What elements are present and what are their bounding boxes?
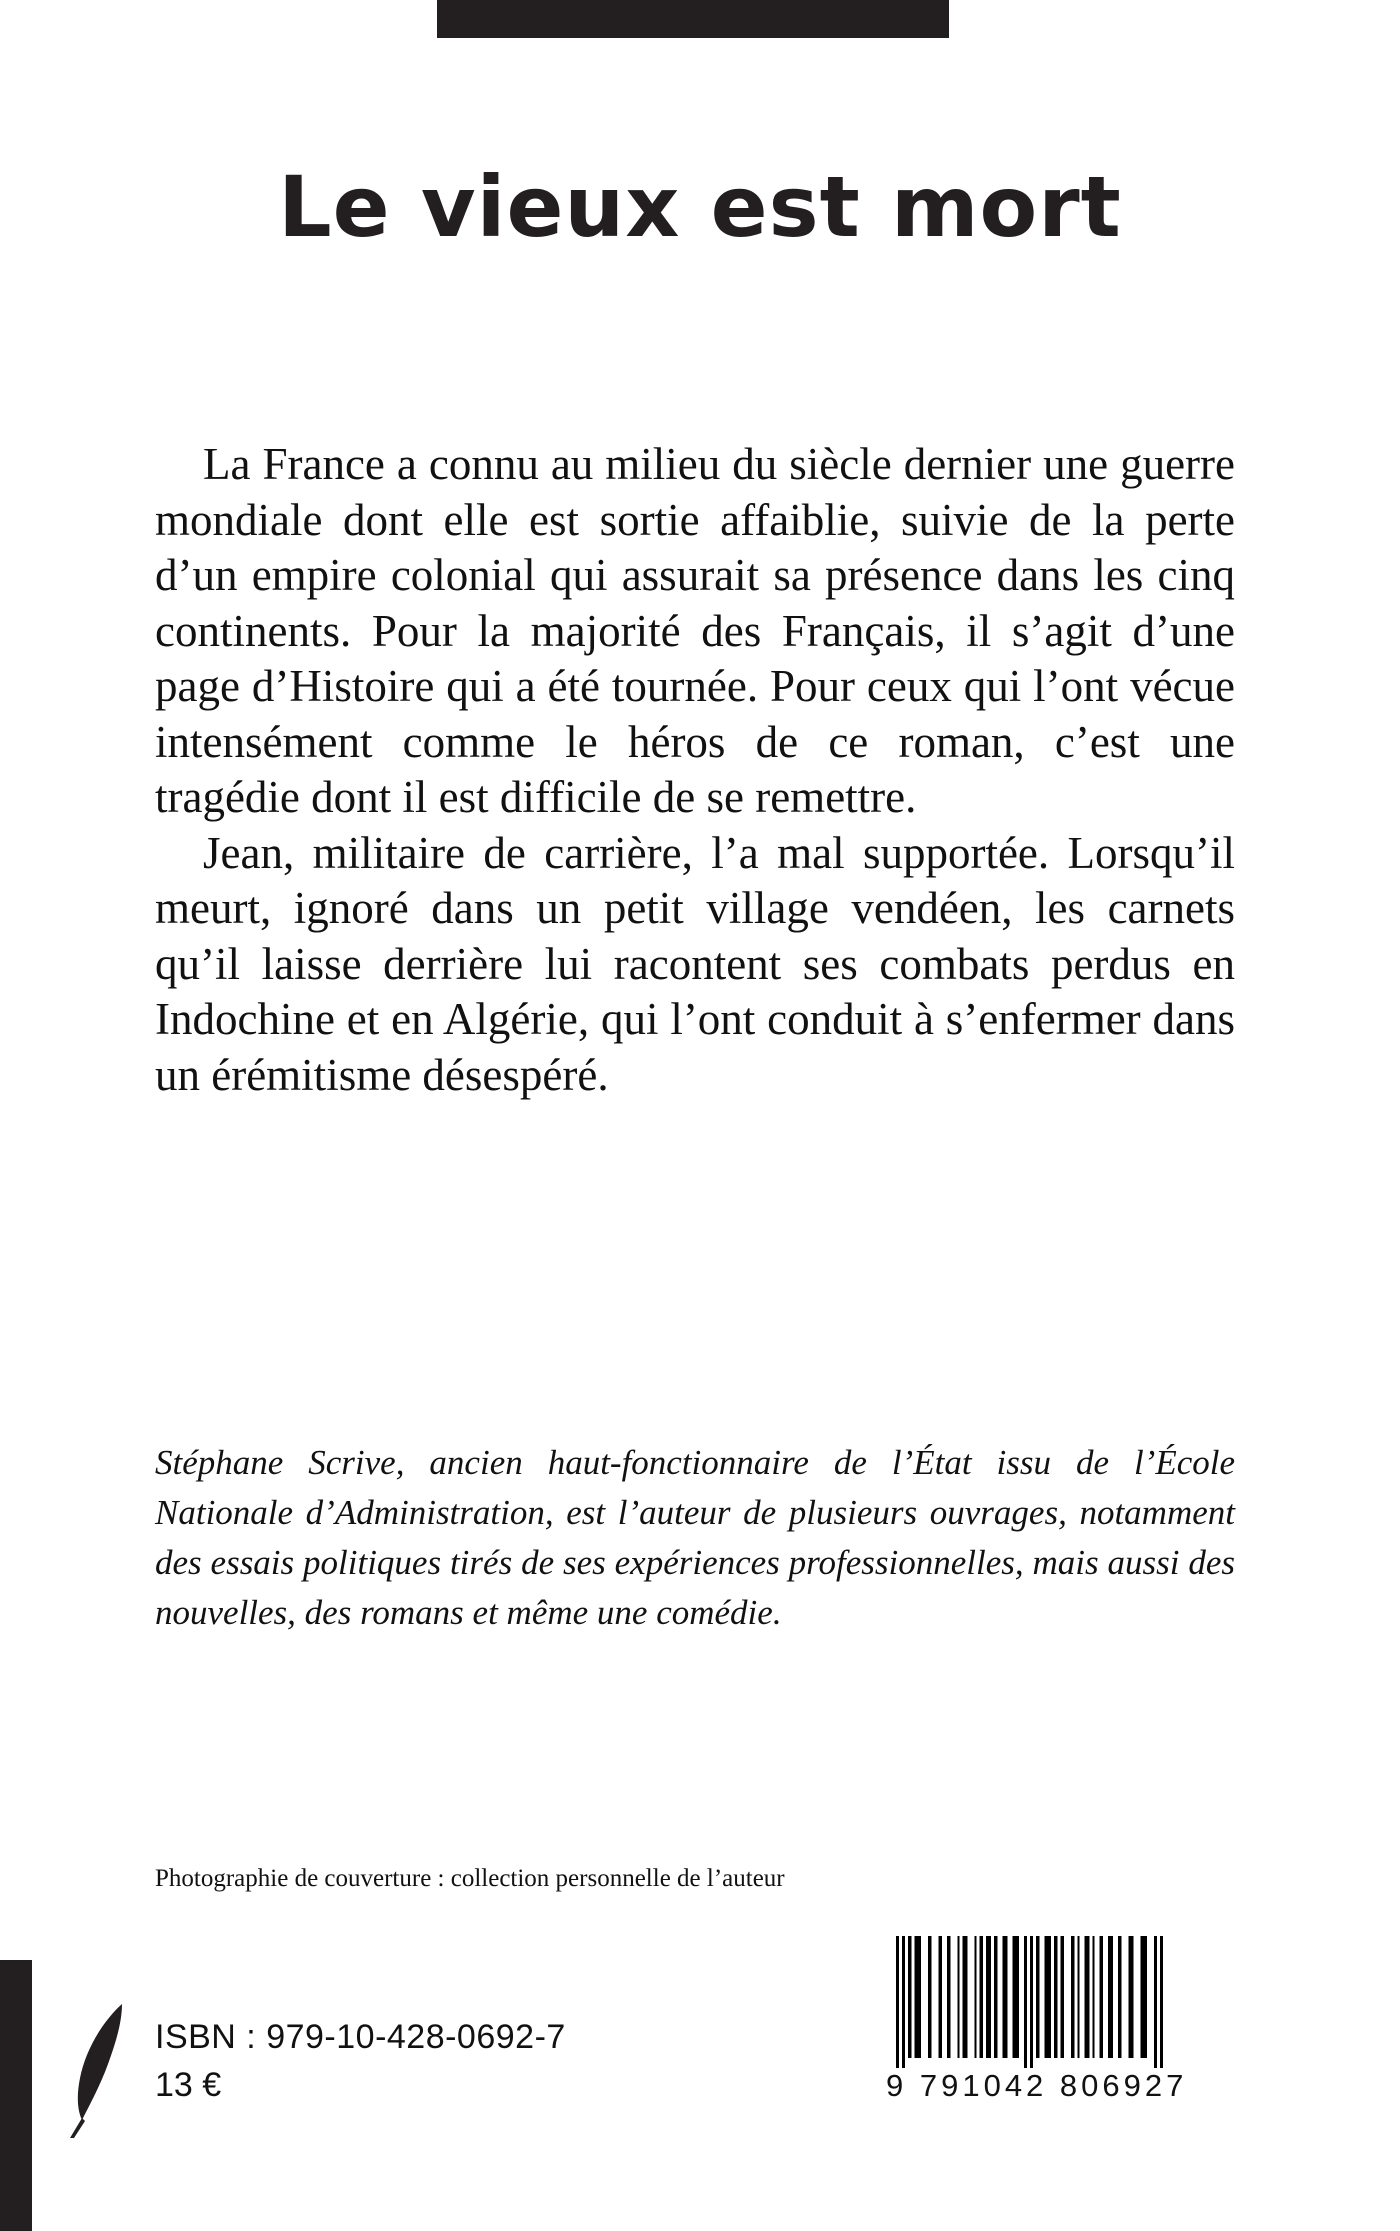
barcode-bar <box>1024 1936 1027 2086</box>
barcode-bar <box>1129 1936 1134 2058</box>
barcode-bar <box>908 1936 912 2058</box>
barcode-bar <box>915 1936 922 2058</box>
barcode-bar <box>958 1936 960 2058</box>
barcode-bar <box>896 1936 899 2086</box>
book-title: Le vieux est mort <box>278 158 1122 256</box>
isbn: ISBN : 979-10-428-0692-7 <box>155 2018 566 2056</box>
barcode-bar <box>1078 1936 1080 2058</box>
barcode-bar <box>1085 1936 1090 2058</box>
barcode-number: 9 791042 806927 <box>882 2068 1191 2104</box>
barcode-bar <box>1118 1936 1122 2058</box>
barcode-bar <box>1093 1936 1095 2058</box>
photo-credit: Photographie de couverture : collection personnelle de l’auteur <box>155 1865 785 1892</box>
barcode-bar <box>986 1936 991 2058</box>
barcode-bar <box>1154 1936 1157 2086</box>
barcode-bar <box>1030 1936 1033 2086</box>
barcode-bar <box>963 1936 968 2058</box>
synopsis-paragraph-2: Jean, militaire de carrière, l’a mal supportée. Lorsqu’il meurt, ignoré dans un petit village vendéen, les carnets qu’il laisse derrière lui racontent ses combats perdus en Indochine et en Algérie, qui l’ont conduit à s’enfermer dans un érémitisme désespéré. <box>155 827 1235 1100</box>
barcode-bar <box>1108 1936 1113 2058</box>
quill-icon <box>64 2000 134 2140</box>
barcode-bar <box>902 1936 905 2086</box>
top-color-bar <box>437 0 949 38</box>
barcode-bar <box>1100 1936 1104 2058</box>
left-spine-band <box>0 1960 32 2231</box>
barcode-bar <box>1141 1936 1148 2058</box>
barcode-bar <box>975 1936 977 2058</box>
barcode-bar <box>1003 1936 1008 2058</box>
barcode-bar <box>1061 1936 1065 2058</box>
barcode-bar <box>1045 1936 1052 2058</box>
barcode-bar <box>1071 1936 1075 2058</box>
barcode <box>876 1936 1276 2136</box>
barcode-bar <box>1013 1936 1020 2058</box>
barcode-bar <box>928 1936 932 2058</box>
barcode-bar <box>1160 1936 1163 2086</box>
synopsis-paragraph-1: La France a connu au milieu du siècle dernier une guerre mondiale dont elle est sortie affaiblie, suivie de la perte d’un empire colonial qui assurait sa présence dans les cinq continents. Pour la majorité des Français, il s’agit d’une page d’Histoire qui a été tournée. Pour ceux qui l’ont vécue intensément comme le héros de ce roman, c’est une tragédie dont il est difficile de se remettre. <box>155 439 1235 822</box>
barcode-bar <box>1036 1936 1040 2058</box>
barcode-bar <box>994 1936 998 2058</box>
barcode-bar <box>947 1936 951 2058</box>
barcode-bar <box>939 1936 943 2058</box>
author-bio: Stéphane Scrive, ancien haut-fonctionnaire de l’État issu de l’École Nationale d’Administration, est l’auteur de plusieurs ouvrages, notamment des essais politiques tirés de ses expériences professionnelles, mais aussi des nouvelles, des romans et même une comédie. <box>155 1443 1235 1632</box>
barcode-bar <box>1054 1936 1058 2058</box>
price: 13 € <box>155 2066 222 2104</box>
synopsis <box>155 437 1235 1103</box>
barcode-bar <box>980 1936 984 2058</box>
